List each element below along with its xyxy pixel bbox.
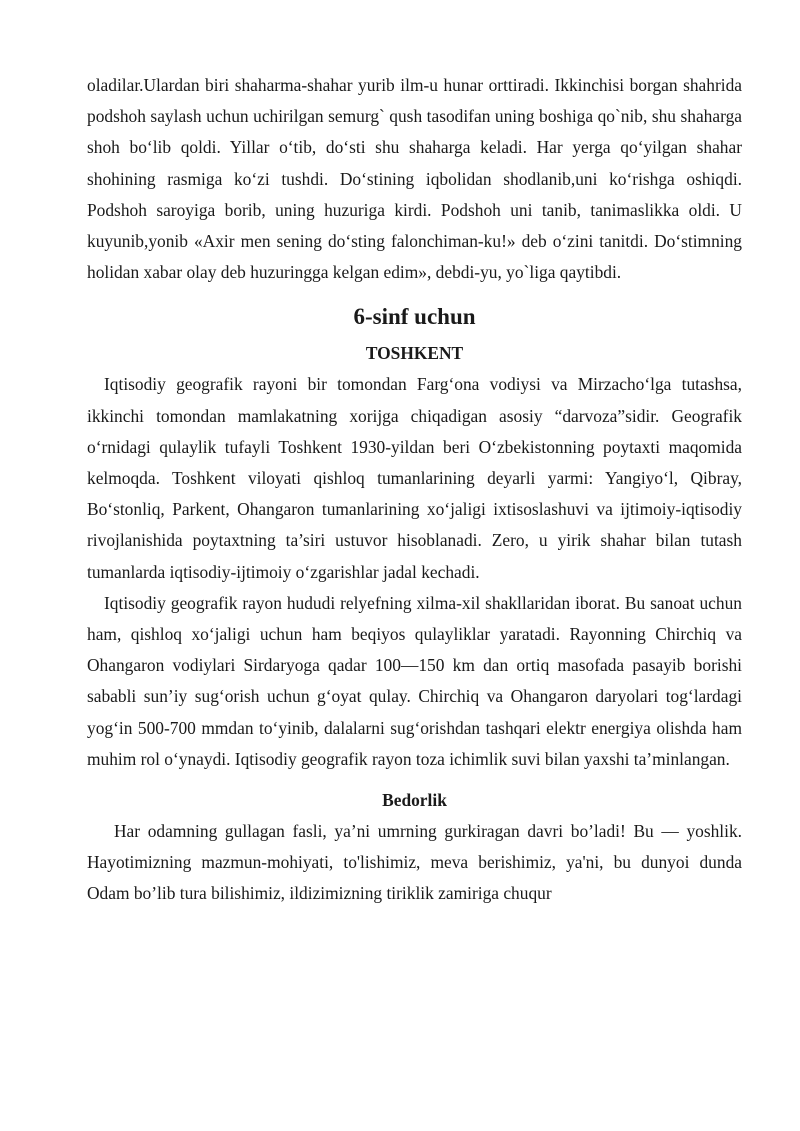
- document-page: [87, 70, 742, 910]
- toshkent-paragraph-1: Iqtisodiy geografik rayoni bir tomondan Farg‘ona vodiysi va Mirzacho‘lga tutashsa, ikkinchi tomondan mamlakatning xorijga chiqadigan asosiy “darvoza”sidir. Geografik o‘rnidagi qulaylik tufayli Toshkent 1930-yildan beri O‘zbekistonning poytaxti maqomida kelmoqda. Toshkent viloyati qishloq tumanlarining deyarli yarmi: Yangiyo‘l, Qibray, Bo‘stonliq, Parkent, Ohangaron tumanlarining xo‘jaligi ixtisoslashuvi va ijtimoiy-iqtisodiy rivojlanishida poytaxtning ta’siri ustuvor hisoblanadi. Zero, u yirik shahar bilan tutash tumanlarda iqtisodiy-ijtimoiy o‘zgarishlar jadal kechadi.: [87, 374, 742, 582]
- toshkent-paragraph-2: Iqtisodiy geografik rayon hududi relyefning xilma-xil shakllaridan iborat. Bu sanoat uchun ham, qishloq xo‘jaligi uchun ham beqiyos qulayliklar yaratadi. Rayonning Chirchiq va Ohangaron vodiylari Sirdaryoga qadar 100—150 km dan ortiq masofada pasayib borishi sababli sun’iy sug‘orish uchun g‘oyat qulay. Chirchiq va Ohangaron daryolari tog‘lardagi yog‘in 500-700 mmdan to‘yinib, dalalarni sug‘orishdan tashqari elektr energiya olishda ham muhim rol o‘ynaydi. Iqtisodiy geografik rayon toza ichimlik suvi bilan yaxshi ta’minlangan.: [87, 592, 742, 769]
- grade-heading: 6-sinf uchun: [353, 304, 476, 330]
- bedorlik-title: Bedorlik: [382, 790, 447, 811]
- toshkent-title: TOSHKENT: [365, 343, 464, 364]
- bedorlik-paragraph: Har odamning gullagan fasli, ya’ni umrning gurkiragan davri bo’ladi! Bu — yoshlik. Hayotimizning mazmun-mohiyati, to'lishimiz, meva berishimiz, ya'ni, bu dunyoi dunda Odam bo’lib tura bilishimiz, ildizimizning tiriklik zamiriga chuqur: [87, 821, 742, 904]
- intro-paragraph: oladilar.Ulardan biri shaharma-shahar yurib ilm-u hunar orttiradi. Ikkinchisi borgan shahrida podshoh saylash uchun uchirilgan semurg` qush tasodifan uning boshiga qo`nib, shu shaharga shoh bo‘lib qoldi. Yillar o‘tib, do‘sti shu shaharga keladi. Har yerga qo‘yilgan shahar shohining rasmiga ko‘zi tushdi. Do‘stining iqbolidan shodlanib,uni ko‘rishga oshiqdi. Podshoh saroyiga borib, uning huzuriga kirdi. Podshoh uni tanib, tanimaslikka oldi. U kuyunib,yonib «Axir men sening do‘sting falonchiman-ku!» deb o‘zini tanitdi. Do‘stimning holidan xabar olay deb huzuringga kelgan edim», debdi-yu, yo`liga qaytibdi.: [87, 75, 742, 283]
